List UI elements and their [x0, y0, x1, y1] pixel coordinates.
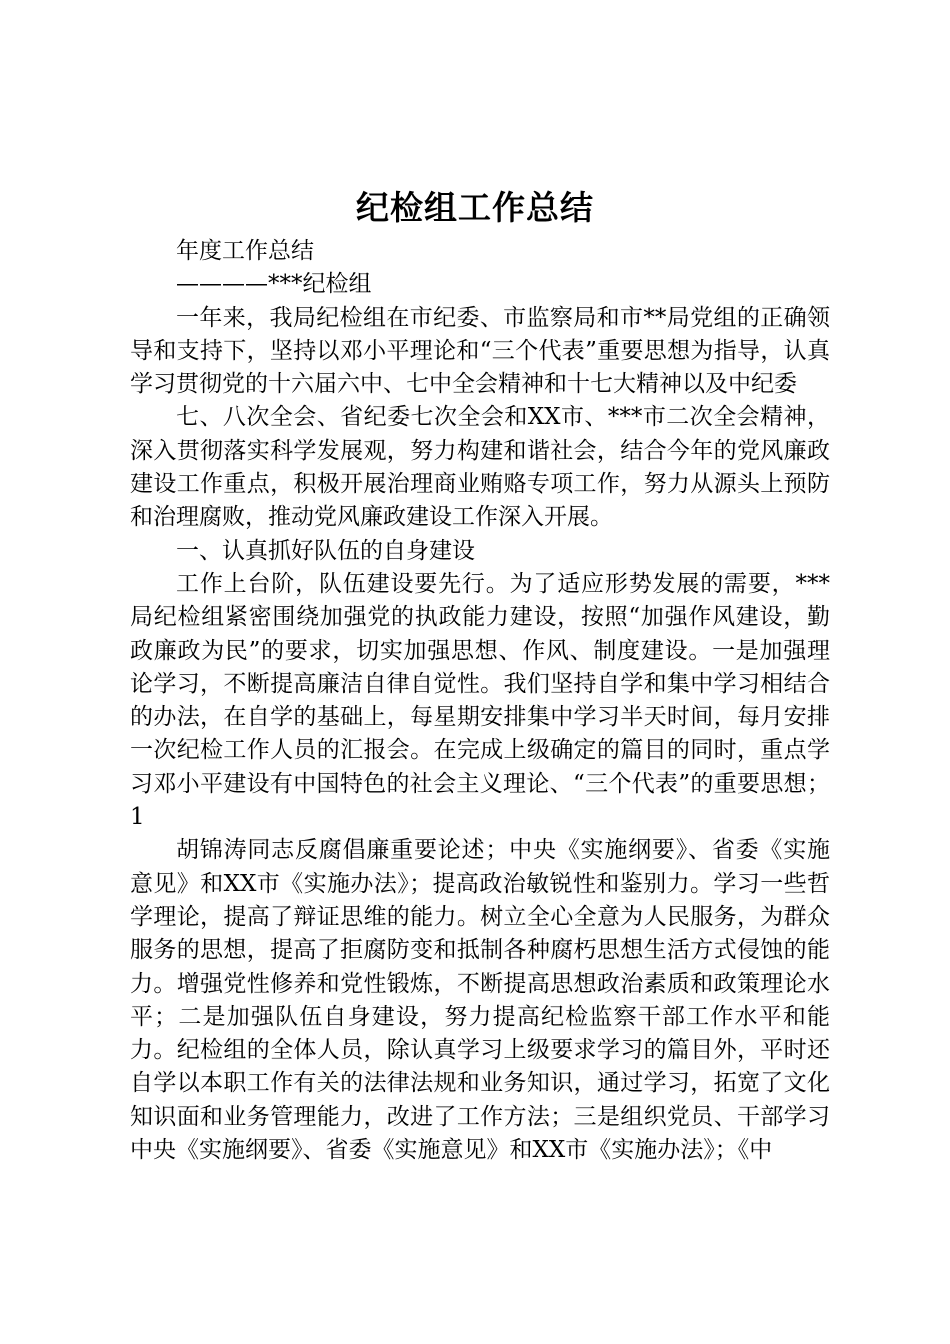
author-paragraph: ————***纪检组 — [176, 271, 372, 298]
subtitle-paragraph: 年度工作总结 — [176, 238, 314, 264]
body-paragraph: 七、八次全会、省纪委七次全会和XX市、***市二次全会精神，深入贯彻落实科学发展观，努力构建和谐社会，结合今年的党风廉政建设工作重点，积极开展治理商业贿赂专项工作，努力从源头上预防和治理腐败，推动党风廉政建设工作深入开展。 — [130, 404, 830, 531]
body-paragraph: 胡锦涛同志反腐倡廉重要论述；中央《实施纲要》、省委《实施意见》和XX市《实施办法》；提高政治敏锐性和鉴别力。学习一些哲学理论，提高了辩证思维的能力。树立全心全意为人民服务，为群众服务的思想，提高了拒腐防变和抵制各种腐朽思想生活方式侵蚀的能力。增强党性修养和党性锻炼，不断提高思想政治素质和政策理论水平；二是加强队伍自身建设，努力提高纪检监察干部工作水平和能力。纪检组的全体人员，除认真学习上级要求学习的篇目外，平时还自学以本职工作有关的法律法规和业务知识，通过学习，拓宽了文化知识面和业务管理能力，改进了工作方法；三是组织党员、干部学习中央《实施纲要》、省委《实施意见》和XX市《实施办法》；《中 — [130, 837, 830, 1164]
body-paragraph: 一年来，我局纪检组在市纪委、市监察局和市**局党组的正确领导和支持下，坚持以邓小平理论和“三个代表”重要思想为指导，认真学习贯彻党的十六届六中、七中全会精神和十七大精神以及中纪委 — [130, 304, 830, 398]
body-paragraph: 工作上台阶，队伍建设要先行。为了适应形势发展的需要，***局纪检组紧密围绕加强党的执政能力建设，按照“加强作风建设，勤政廉政为民”的要求，切实加强思想、作风、制度建设。一是加强理论学习，不断提高廉洁自律自觉性。我们坚持自学和集中学习相结合的办法，在自学的基础上，每星期安排集中学习半天时间，每月安排一次纪检工作人员的汇报会。在完成上级确定的篇目的同时，重点学习邓小平建设有中国特色的社会主义理论、“三个代表”的重要思想；1 — [130, 570, 830, 831]
document-body — [130, 235, 830, 1167]
document-title: 纪检组工作总结 — [356, 188, 594, 227]
section-heading: 一、认真抓好队伍的自身建设 — [176, 537, 475, 564]
